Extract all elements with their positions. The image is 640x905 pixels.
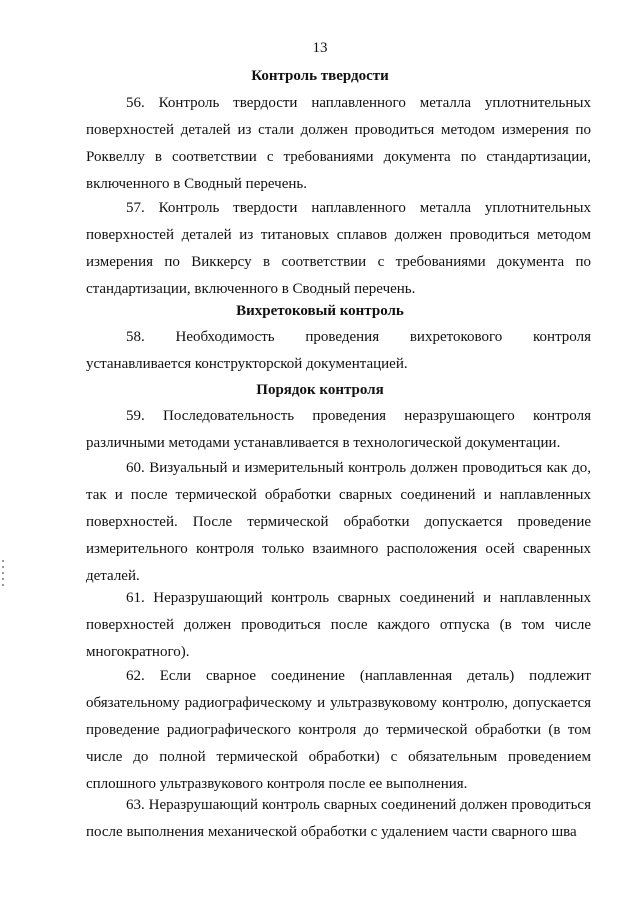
page-number: 13 [312,40,328,56]
paragraph-57: 57. Контроль твердости наплавленного металла уплотнительных поверхностей деталей из титановых сплавов должен проводиться методом измерения по Виккерсу в соответствии с требованиями документа по стандартизации, включенного в Сводный перечень. [86,200,591,297]
section-heading-control-order: Порядок контроля [256,382,384,398]
paragraph-63: 63. Неразрушающий контроль сварных соединений должен проводиться после выполнения механической обработки с удалением части сварного шва [86,797,591,840]
section-heading-eddy-current: Вихретоковый контроль [236,303,404,319]
paragraph-59: 59. Последовательность проведения неразрушающего контроля различными методами устанавливается в технологической документации. [86,408,591,451]
margin-scan-mark [2,560,4,590]
paragraph-56: 56. Контроль твердости наплавленного металла уплотнительных поверхностей деталей из стали должен проводиться методом измерения по Роквеллу в соответствии с требованиями документа по стандартизации, включенного в Сводный перечень. [86,95,591,192]
section-heading-hardness: Контроль твердости [251,68,389,84]
paragraph-58: 58. Необходимость проведения вихретокового контроля устанавливается конструкторской документацией. [86,329,591,372]
paragraph-61: 61. Неразрушающий контроль сварных соединений и наплавленных поверхностей должен проводиться после каждого отпуска (в том числе многократного). [86,590,591,660]
paragraph-62: 62. Если сварное соединение (наплавленная деталь) подлежит обязательному радиографическому и ультразвуковому контролю, допускается проведение радиографического контроля до термической обработки (в том числе до полной термической обработки) с обязательным проведением сплошного ультразвукового контроля после ее выполнения. [86,668,591,792]
paragraph-60: 60. Визуальный и измерительный контроль должен проводиться как до, так и после термической обработки сварных соединений и наплавленных поверхностей. После термической обработки допускается проведение измерительного контроля только взаимного расположения осей сваренных деталей. [86,460,591,584]
